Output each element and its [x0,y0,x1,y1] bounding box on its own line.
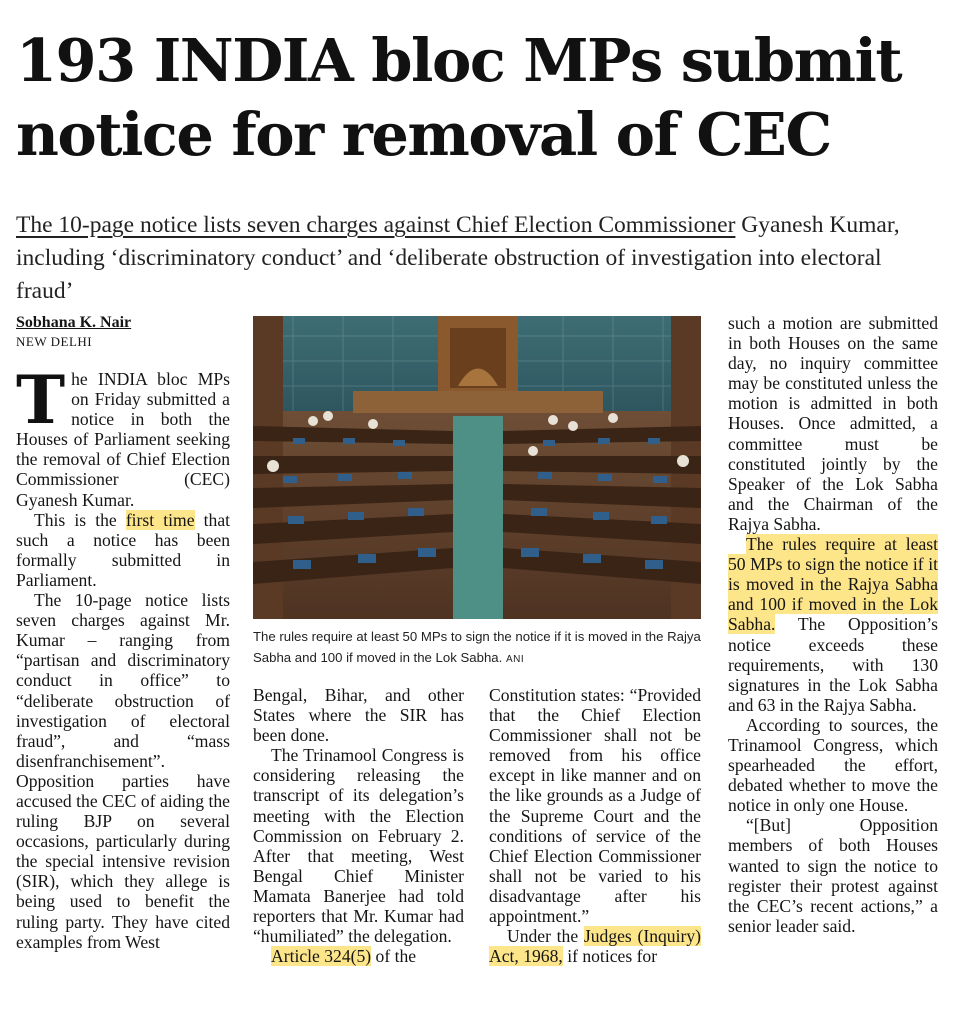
drop-cap: T [16,361,66,439]
column-4 [728,313,938,936]
paragraph-text: that such a notice has been formally submitted in Parliament. [16,509,231,590]
byline: Sobhana K. Nair [16,314,132,331]
highlight: Article 324(5) [271,946,372,967]
paragraph: The Trinamool Congress is considering releasing the transcript of its delegation’s meeting with the Election Commission on February 2. After that meeting, West Bengal Chief Minister Mamata Banerjee had told reporters that Mr. Kumar had “humiliated” the delegation. [253,745,464,947]
paragraph-text: This is the [34,509,126,530]
paragraph [253,946,464,966]
paragraph-text: of the [371,946,417,967]
deck-underlined: The 10-page notice lists seven charges against Chief Election Commissioner [16,212,736,238]
paragraph-text: Under the [507,926,584,947]
deck-subheading [16,209,941,308]
dateline: NEW DELHI [16,334,93,349]
photo-caption [253,626,703,670]
paragraph [16,361,230,510]
paragraph: Constitution states: “Provided that the Chief Election Commissioner shall not be removed from his office except in like manner and on the like grounds as a Judge of the Supreme Court and the conditions of service of the Chief Election Commissioner shall not be varied to his disadvantage after his appointment.” [489,685,701,927]
paragraph-text: if notices for [562,946,658,967]
column-1 [16,313,230,952]
paragraph: Bengal, Bihar, and other States where the SIR has been done. [253,685,464,746]
highlight: The rules require at least 50 MPs to sign the notice if it is moved in the Rajya Sabha and 100 if moved in the Lok Sabha. [728,534,938,635]
photo-credit: ANI [505,654,525,665]
paragraph [728,534,938,715]
paragraph: According to sources, the Trinamool Congress, which spearheaded the effort, debated whether to move the notice in only one House. [728,714,938,816]
column-3 [489,685,701,966]
paragraph: “[But] Opposition members of both Houses wanted to sign the notice to register their protest against the CEC’s recent actions,” a senior leader said. [728,815,938,936]
caption-text: The rules require at least 50 MPs to sign the notice if it is moved in the Rajya Sabha and 100 if moved in the Lok Sabha. [253,629,701,665]
parliament-chamber-image [253,316,701,619]
paragraph [489,926,701,966]
highlight: first time [125,509,195,530]
paragraph-text: he INDIA bloc MPs on Friday submitted a notice in both the Houses of Parliament seeking the removal of Chief Election Commissioner (CEC) Gyanesh Kumar. [16,369,230,510]
paragraph: such a motion are submitted in both Houses on the same day, no inquiry committee may be constituted unless the motion is admitted in both Houses. Once admitted, a committee must be constituted jointly by the Speaker of the Lok Sabha and the Chairman of the Rajya Sabha. [728,313,938,534]
parliament-photo [253,316,701,619]
paragraph-text: The Opposition’s notice exceeds these requirements, with 130 signatures in the Lok Sabha and 63 in the Rajya Sabha. [728,614,938,715]
paragraph: The 10-page notice lists seven charges against Mr. Kumar – ranging from “partisan and discriminatory conduct in office” to “deliberate obstruction of investigation of electoral fraud”, and “mass disenfranchisement”. Opposition parties have accused the CEC of aiding the ruling BJP on several occasions, particularly during the special intensive revision (SIR), which they allege is being used to benefit the ruling party. They have cited examples from West [16,590,230,952]
deck-rest: Gyanesh Kumar, including ‘discriminatory conduct’ and ‘deliberate obstruction of investigation into electoral fraud’ [16,212,900,304]
highlight: Judges (Inquiry) Act, 1968, [489,926,701,967]
headline: 193 INDIA bloc MPs submit notice for removal of CEC [16,26,902,169]
column-2 [253,685,464,966]
paragraph [16,510,230,590]
